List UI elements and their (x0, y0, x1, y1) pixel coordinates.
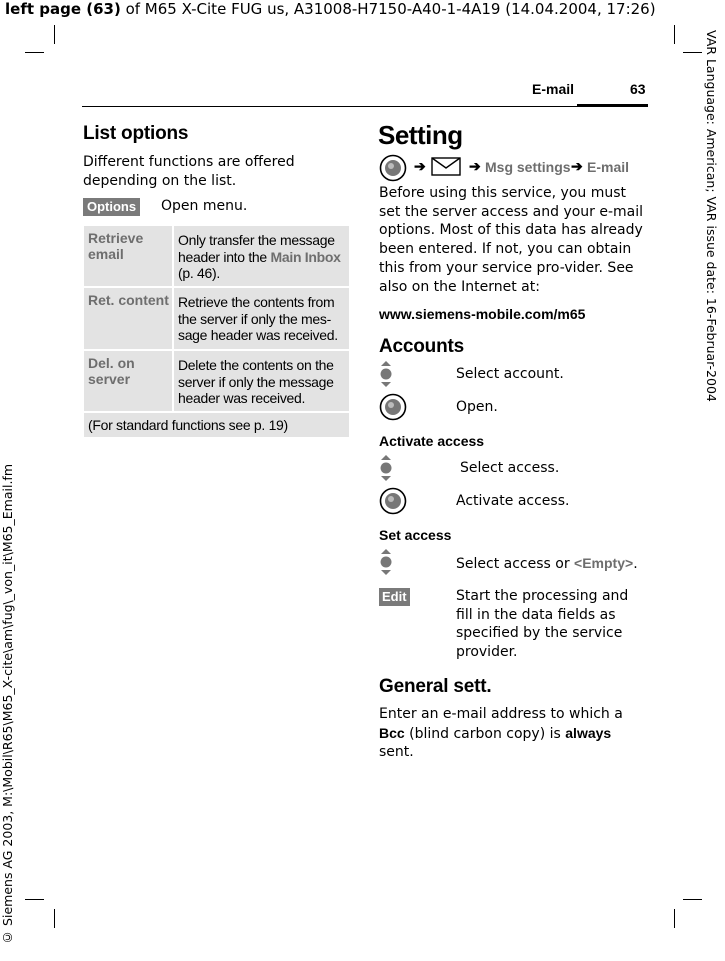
select-account-text: Select account. (456, 366, 564, 382)
joystick-press-icon (379, 393, 407, 421)
table-key: Retrieve email (88, 230, 144, 262)
table-value-text: Only transfer the message header into the (178, 232, 335, 265)
print-info-bold: left page (63) (5, 0, 121, 18)
print-info-line (5, 0, 656, 18)
empty-entry-label: <Empty> (574, 555, 634, 571)
edit-softkey (379, 586, 410, 606)
joystick-press-icon (379, 154, 407, 182)
crop-mark (683, 52, 702, 53)
crop-mark (25, 899, 44, 900)
joystick-press-icon (379, 487, 407, 515)
select-access-empty-text (456, 554, 638, 574)
crop-mark (683, 899, 702, 900)
always-term: always (565, 724, 612, 741)
website-url: www.siemens-mobile.com/m65 (379, 306, 586, 322)
setting-heading: Setting (378, 120, 463, 150)
path-arrow: ➔ (571, 158, 583, 174)
navigate-up-down-icon (379, 361, 393, 387)
setting-intro: Before using this service, you must set the server access and your e-mail options. Most of this data has already been entered. If not, you can obtain this from your service pro-vider. See also on the Internet at: (379, 185, 644, 295)
select-access-text: Select access. (460, 460, 560, 476)
table-value (178, 232, 346, 282)
print-info-rest: of M65 X-Cite FUG us, A31008-H7150-A40-1-4A19 (14.04.2004, 17:26) (120, 0, 656, 18)
edit-description: Start the processing and fill in the data fields as specified by the service provider. (456, 588, 629, 661)
navigate-up-down-icon (379, 549, 393, 575)
chapter-title: E-mail (532, 81, 575, 97)
activate-access-text: Activate access. (456, 493, 570, 509)
general-text: sent. (379, 744, 414, 761)
list-options-heading: List options (83, 123, 189, 144)
path-arrow: ➔ (414, 158, 426, 174)
navigate-up-down-icon (379, 455, 393, 481)
options-softkey-label: Options (83, 198, 140, 216)
accounts-heading: Accounts (379, 336, 464, 357)
crop-mark (25, 52, 44, 53)
table-key: Ret. content (88, 292, 169, 308)
list-options-intro: Different functions are offered depending on the list. (83, 154, 295, 189)
table-value-highlight: Main Inbox (270, 248, 341, 265)
header-rule (82, 106, 648, 107)
path-msg-settings: Msg settings (485, 159, 571, 175)
language-sidebar: VAR Language: American; VAR issue date: 16-Februar-2004 (704, 30, 719, 402)
table-value-text: (p. 46). (178, 265, 220, 282)
envelope-icon (431, 157, 461, 176)
copyright-sidebar: © Siemens AG 2003, M:\Mobil\R65\M65_X-cite\am\fug\_von_it\M65_Email.fm (0, 464, 15, 945)
general-text: (blind carbon copy) is (404, 725, 566, 742)
crop-mark (54, 25, 55, 44)
options-softkey (83, 196, 140, 216)
crop-mark (674, 909, 675, 928)
options-description: Open menu. (161, 198, 248, 214)
activate-access-heading: Activate access (379, 433, 485, 449)
set-access-heading: Set access (379, 527, 452, 543)
open-text: Open. (456, 399, 498, 415)
crop-mark (54, 909, 55, 928)
table-footer-note: (For standard functions see p. 19) (88, 417, 288, 433)
general-settings-heading: General sett. (379, 676, 492, 697)
bcc-term: Bcc (379, 724, 405, 741)
select-access-post: . (633, 556, 638, 572)
crop-mark (674, 25, 675, 44)
header-rule-accent (577, 104, 648, 107)
select-access-pre: Select access or (456, 556, 575, 572)
table-key: Del. on server (88, 355, 135, 387)
general-settings-text (379, 705, 645, 762)
edit-softkey-label: Edit (379, 588, 410, 606)
page-number: 63 (630, 81, 646, 97)
path-arrow: ➔ (469, 158, 481, 174)
table-value: Retrieve the contents from the server if only the mes-sage header was received. (178, 294, 338, 344)
path-email: E-mail (587, 159, 630, 175)
table-value: Delete the contents on the server if only the message header was received. (178, 357, 334, 407)
general-text: Enter an e-mail address to which a (379, 706, 623, 722)
